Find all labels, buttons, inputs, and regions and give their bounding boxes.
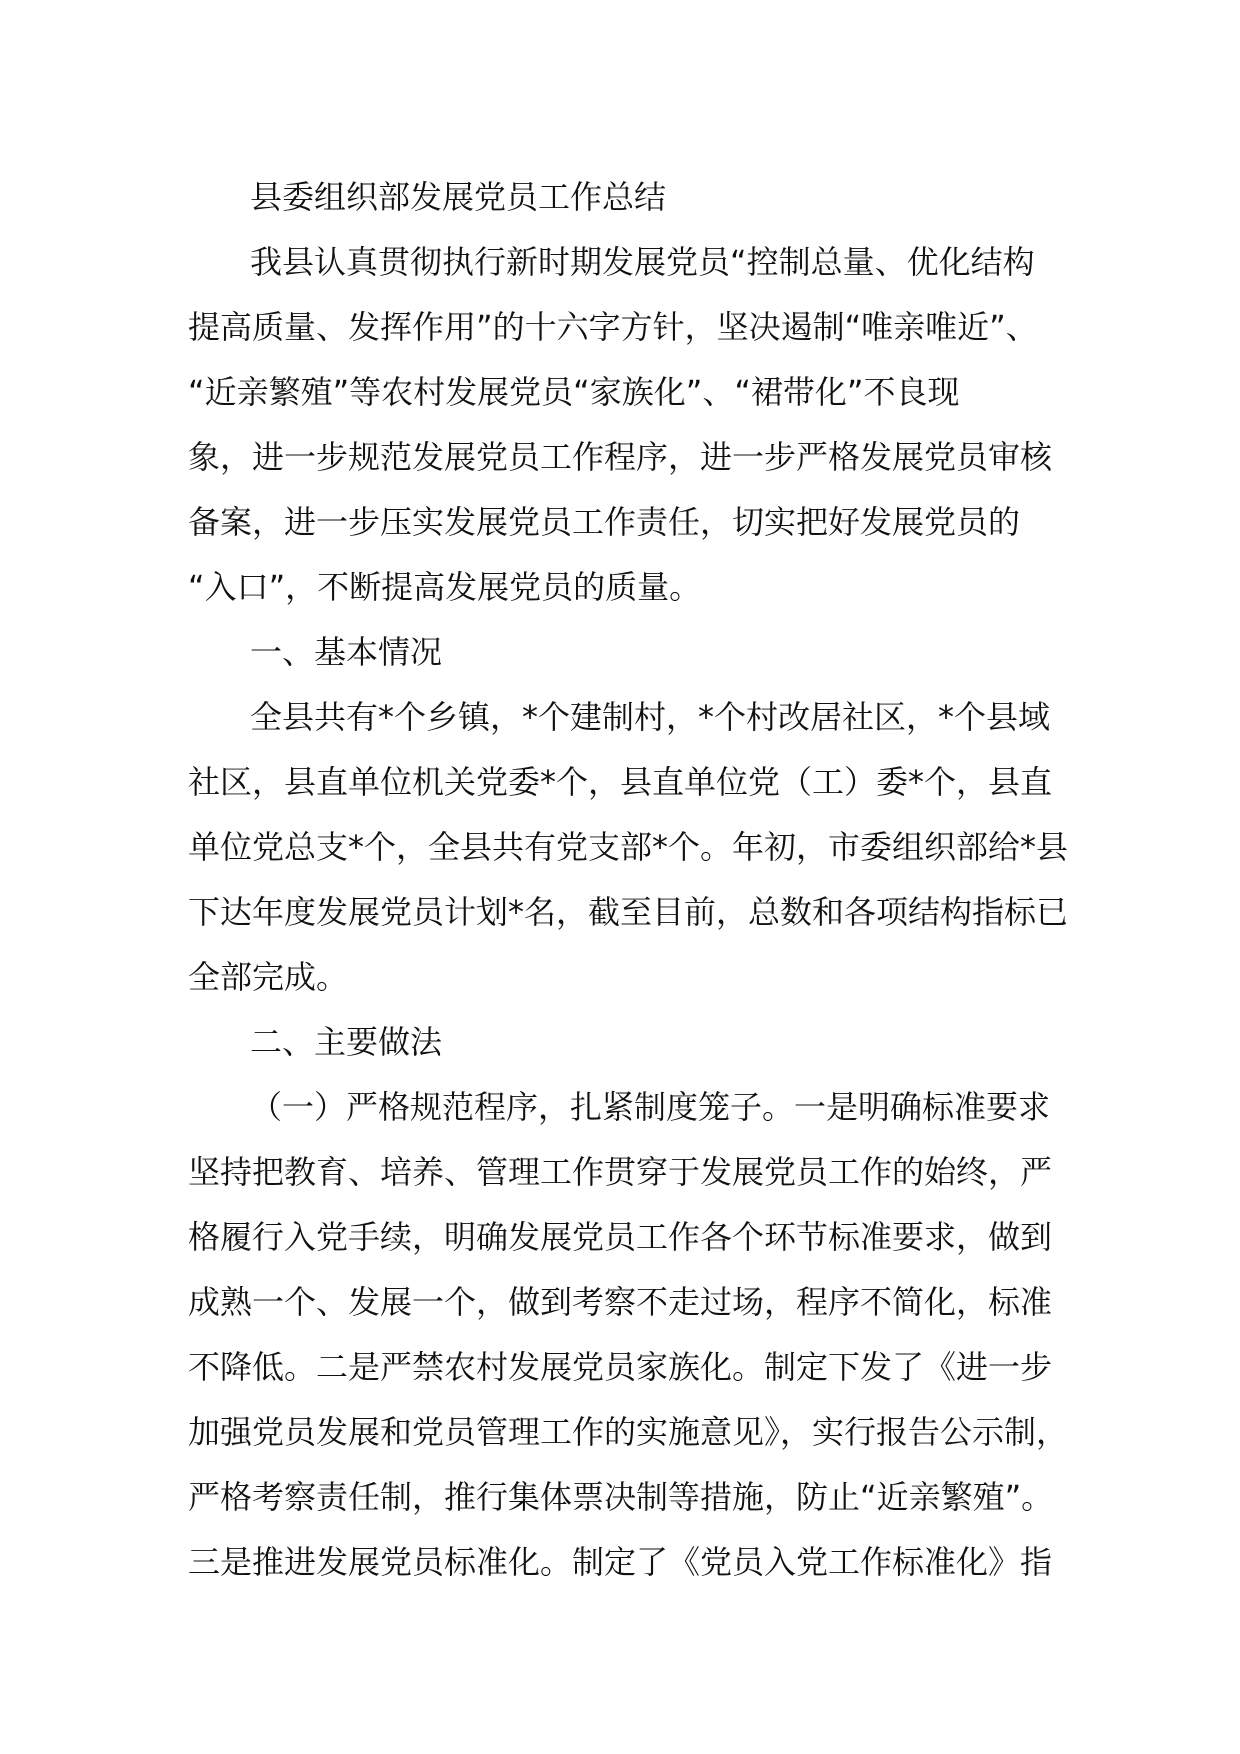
paragraph-line: 我县认真贯彻执行新时期发展党员“控制总量、优化结构 — [250, 243, 1035, 281]
paragraph-line: 象，进一步规范发展党员工作程序，进一步严格发展党员审核 — [188, 438, 1053, 476]
paragraph-line: 坚持把教育、培养、管理工作贯穿于发展党员工作的始终，严 — [188, 1153, 1053, 1191]
paragraph-line: 严格考察责任制，推行集体票决制等措施，防止“近亲繁殖”。 — [188, 1478, 1054, 1516]
paragraph-line: 社区，县直单位机关党委*个，县直单位党（工）委*个，县直 — [188, 763, 1053, 801]
paragraph-line: 下达年度发展党员计划*名，截至目前，总数和各项结构指标已 — [188, 893, 1069, 931]
paragraph-line: 加强党员发展和党员管理工作的实施意见》，实行报告公示制， — [188, 1413, 1069, 1451]
paragraph-line: （一）严格规范程序，扎紧制度笼子。一是明确标准要求 — [250, 1088, 1051, 1126]
paragraph-line: 不降低。二是严禁农村发展党员家族化。制定下发了《进一步 — [188, 1348, 1053, 1386]
paragraph-line: 单位党总支*个，全县共有党支部*个。年初，市委组织部给*县 — [188, 828, 1069, 866]
document-body — [188, 165, 1068, 1595]
paragraph-line: 全县共有*个乡镇，*个建制村，*个村改居社区，*个县域 — [250, 698, 1051, 736]
document-title: 县委组织部发展党员工作总结 — [250, 178, 667, 216]
section-heading: 一、基本情况 — [250, 633, 443, 671]
paragraph-line: 格履行入党手续，明确发展党员工作各个环节标准要求，做到 — [188, 1218, 1053, 1256]
paragraph-line: 提高质量、发挥作用”的十六字方针，坚决遏制“唯亲唯近”、 — [188, 308, 1038, 346]
paragraph-line: 备案，进一步压实发展党员工作责任，切实把好发展党员的 — [188, 503, 1021, 541]
paragraph-line: 全部完成。 — [188, 958, 349, 996]
paragraph-line: 三是推进发展党员标准化。制定了《党员入党工作标准化》指 — [188, 1543, 1053, 1581]
section-heading: 二、主要做法 — [250, 1023, 443, 1061]
paragraph-line: “入口”，不断提高发展党员的质量。 — [188, 568, 702, 606]
paragraph-line: 成熟一个、发展一个，做到考察不走过场，程序不简化，标准 — [188, 1283, 1053, 1321]
paragraph-line: “近亲繁殖”等农村发展党员“家族化”、“裙带化”不良现 — [188, 373, 960, 411]
